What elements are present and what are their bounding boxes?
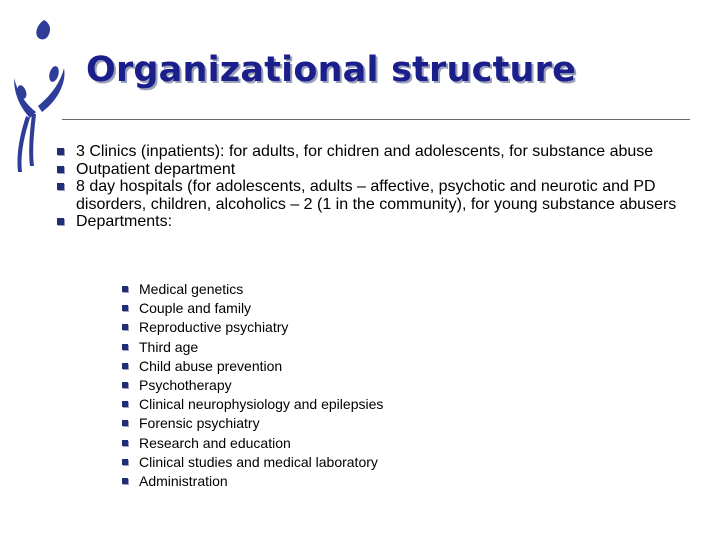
department-name: Clinical studies and medical laboratory xyxy=(139,453,378,470)
bullet-text: 3 Clinics (inpatients): for adults, for chidren and adolescents, for substance abuse xyxy=(76,143,654,160)
department-name: Psychotherapy xyxy=(139,377,232,394)
list-item xyxy=(120,453,383,472)
square-bullet-icon xyxy=(57,166,64,173)
department-name: Clinical neurophysiology and epilepsies xyxy=(139,396,384,413)
square-bullet-icon xyxy=(57,148,64,155)
square-bullet-icon xyxy=(122,344,128,350)
departments-list xyxy=(120,280,383,491)
department-name: Child abuse prevention xyxy=(139,357,283,374)
list-item xyxy=(120,395,383,414)
bullet-text: 8 day hospitals (for adolescents, adults – affective, psychotic and neurotic and PD disorders, children, alcoholics – 2 (1 in the community), for young substance abusers xyxy=(76,178,677,213)
list-item xyxy=(120,299,383,318)
list-item xyxy=(120,338,383,357)
square-bullet-icon xyxy=(122,324,128,330)
slide-title: Organizational structure xyxy=(86,50,577,90)
department-name: Couple and family xyxy=(139,300,252,317)
square-bullet-icon xyxy=(122,478,128,484)
list-item xyxy=(120,414,383,433)
department-name: Medical genetics xyxy=(139,281,244,297)
list-item xyxy=(56,143,686,161)
list-item xyxy=(56,213,686,231)
list-item xyxy=(120,434,383,453)
department-name: Third age xyxy=(139,338,199,355)
title-divider xyxy=(62,119,690,120)
square-bullet-icon xyxy=(122,286,128,292)
square-bullet-icon xyxy=(122,440,128,446)
square-bullet-icon xyxy=(122,401,128,407)
department-name: Forensic psychiatry xyxy=(139,415,260,432)
list-item xyxy=(56,178,686,213)
square-bullet-icon xyxy=(122,420,128,426)
list-item xyxy=(120,318,383,337)
department-name: Research and education xyxy=(139,434,291,451)
square-bullet-icon xyxy=(122,382,128,388)
list-item xyxy=(120,472,383,491)
department-name: Administration xyxy=(139,473,228,490)
list-item xyxy=(120,376,383,395)
square-bullet-icon xyxy=(57,183,64,190)
list-item xyxy=(120,357,383,376)
list-item xyxy=(120,280,383,299)
list-item xyxy=(56,161,686,179)
square-bullet-icon xyxy=(57,218,64,225)
bullet-text: Departments: xyxy=(76,213,173,230)
bullet-text: Outpatient department xyxy=(76,160,236,178)
square-bullet-icon xyxy=(122,363,128,369)
main-bullet-list xyxy=(56,143,686,231)
department-name: Reproductive psychiatry xyxy=(139,319,289,336)
square-bullet-icon xyxy=(122,459,128,465)
square-bullet-icon xyxy=(122,305,128,311)
